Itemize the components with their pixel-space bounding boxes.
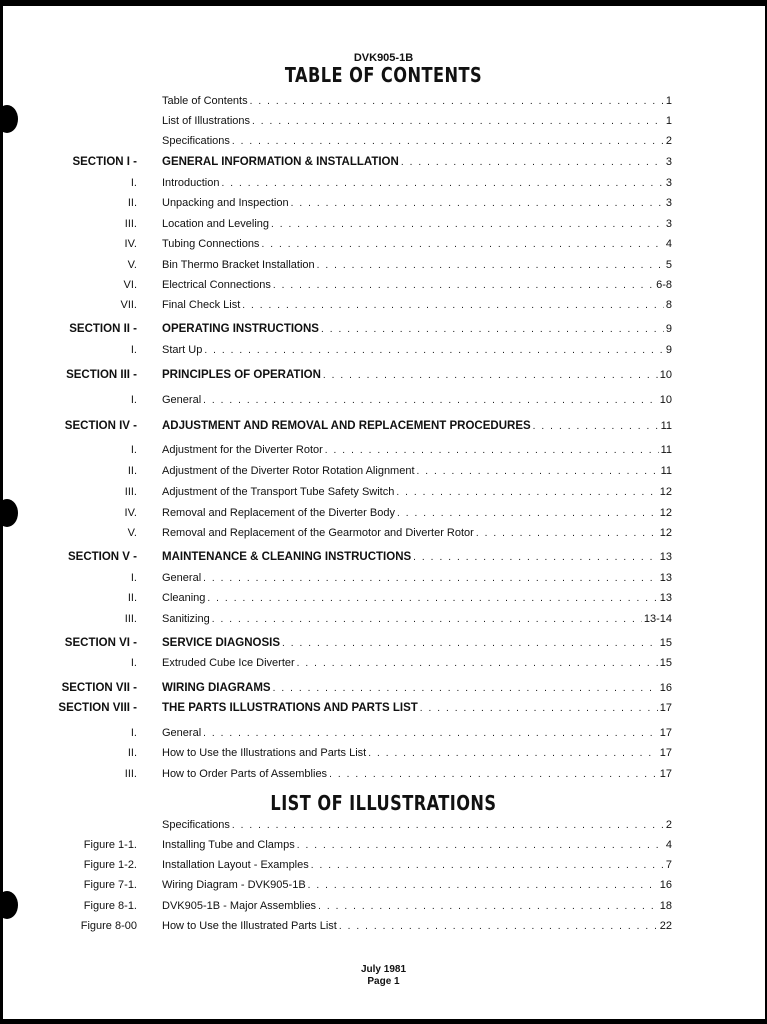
entry-number-label: Figure 8-1.	[83, 900, 137, 912]
entry-line	[162, 133, 672, 150]
dot-leader	[311, 858, 664, 874]
toc-entry-row	[0, 766, 767, 782]
page-number: 10	[659, 394, 672, 406]
entry-number-label: SECTION V -	[67, 551, 137, 563]
dot-leader	[261, 237, 663, 253]
entry-line	[162, 321, 672, 338]
dot-leader	[212, 612, 642, 628]
entry-number-label: Figure 1-1.	[83, 839, 137, 851]
dot-leader	[297, 656, 658, 672]
entry-title: General	[162, 394, 202, 406]
entry-number-label: I.	[130, 344, 137, 356]
page-number: 18	[659, 900, 672, 912]
entry-number-label: Figure 7-1.	[83, 879, 137, 891]
entry-number-label: I.	[130, 727, 137, 739]
entry-title: Removal and Replacement of the Diverter Body	[162, 507, 395, 519]
entry-line	[162, 725, 672, 742]
entry-line	[162, 463, 672, 480]
page-number: 17	[659, 702, 672, 714]
page-number: 13	[659, 592, 672, 604]
page-number: 13	[659, 572, 672, 584]
page-title: TABLE OF CONTENTS	[284, 63, 483, 87]
entry-number-label: SECTION IV -	[64, 420, 137, 432]
toc-entry-row	[0, 392, 767, 408]
dot-leader	[413, 550, 658, 566]
dot-leader	[323, 368, 658, 384]
entry-title: Installation Layout - Examples	[162, 859, 309, 871]
page-number: 11	[660, 444, 672, 456]
entry-title: How to Use the Illustrations and Parts List	[162, 747, 367, 759]
entry-title: List of Illustrations	[162, 115, 251, 127]
toc-entry-row	[0, 655, 767, 671]
page-number: 17	[659, 747, 672, 759]
entry-number-label: II.	[127, 465, 137, 477]
page-number: 13	[659, 551, 672, 563]
entry-number-label: VII.	[120, 299, 137, 311]
toc-entry-row	[0, 93, 767, 109]
entry-title: Introduction	[162, 177, 220, 189]
dot-leader	[242, 298, 664, 314]
toc-entry-row	[0, 195, 767, 211]
document-code: DVK905-1B	[353, 52, 414, 64]
entry-number-label: SECTION II -	[69, 323, 137, 335]
toc-entry-row	[0, 590, 767, 606]
dot-leader	[396, 485, 657, 501]
toc-entry-row	[0, 277, 767, 293]
entry-number-label: III.	[124, 486, 137, 498]
entry-number-label: I.	[130, 657, 137, 669]
page-number: 17	[659, 768, 672, 780]
illustration-entry-row	[0, 837, 767, 853]
page-number: 10	[659, 369, 672, 381]
page-number: 1	[665, 95, 672, 107]
page-number: 11	[660, 465, 672, 477]
entry-line	[162, 898, 672, 915]
entry-number-label: I.	[130, 394, 137, 406]
entry-title: Start Up	[162, 344, 203, 356]
entry-line	[162, 857, 672, 874]
toc-entry-row	[0, 463, 767, 479]
page-number: 22	[659, 920, 672, 932]
entry-title: Table of Contents	[162, 95, 248, 107]
entry-line	[162, 154, 672, 171]
section-heading-row	[0, 700, 767, 716]
footer-page: Page 1	[367, 976, 400, 987]
entry-number-label: SECTION III -	[66, 369, 137, 381]
toc-entry-row	[0, 216, 767, 232]
entry-line	[162, 700, 672, 717]
entry-title: Unpacking and Inspection	[162, 197, 289, 209]
page-number: 15	[659, 657, 672, 669]
dot-leader	[533, 419, 659, 435]
entry-line	[162, 817, 672, 834]
page-number: 6-8	[656, 279, 672, 291]
entry-title: Adjustment for the Diverter Rotor	[162, 444, 323, 456]
toc-entry-row	[0, 505, 767, 521]
dot-leader	[204, 343, 664, 359]
entry-line	[162, 195, 672, 212]
dot-leader	[317, 258, 664, 274]
dot-leader	[282, 636, 658, 652]
entry-number-label: IV.	[124, 238, 137, 250]
section-heading-row	[0, 680, 767, 696]
toc-entry-row	[0, 725, 767, 741]
entry-title: THE PARTS ILLUSTRATIONS AND PARTS LIST	[162, 702, 418, 714]
entry-number-label: SECTION I -	[72, 156, 137, 168]
page-number: 3	[665, 177, 672, 189]
section-heading-row	[0, 635, 767, 651]
entry-title: Cleaning	[162, 592, 206, 604]
dot-leader	[271, 217, 664, 233]
dot-leader	[401, 155, 664, 171]
entry-number-label: III.	[124, 613, 137, 625]
toc-entry-row	[0, 342, 767, 358]
dot-leader	[291, 196, 664, 212]
entry-title: Wiring Diagram - DVK905-1B	[162, 879, 306, 891]
toc-entry-row	[0, 236, 767, 252]
entry-title: General	[162, 727, 202, 739]
toc-entry-row	[0, 570, 767, 586]
entry-number-label: SECTION VII -	[61, 682, 137, 694]
entry-line	[162, 635, 672, 652]
entry-line	[162, 766, 672, 783]
entry-line	[162, 570, 672, 587]
dot-leader	[221, 176, 663, 192]
entry-line	[162, 877, 672, 894]
entry-title: Location and Leveling	[162, 218, 270, 230]
dot-leader	[232, 134, 664, 150]
entry-line	[162, 236, 672, 253]
toc-entry-row	[0, 297, 767, 313]
entry-title: GENERAL INFORMATION & INSTALLATION	[162, 156, 399, 168]
list-of-illustrations-title: LIST OF ILLUSTRATIONS	[270, 791, 497, 815]
entry-line	[162, 837, 672, 854]
entry-line	[162, 680, 672, 697]
entry-line	[162, 113, 672, 130]
page-number: 1	[665, 115, 672, 127]
page-number: 9	[665, 344, 672, 356]
entry-title: Extruded Cube Ice Diverter	[162, 657, 295, 669]
entry-title: Specifications	[162, 819, 230, 831]
entry-title: Final Check List	[162, 299, 241, 311]
entry-title: Adjustment of the Transport Tube Safety Switch	[162, 486, 395, 498]
toc-entry-row	[0, 611, 767, 627]
entry-line	[162, 442, 672, 459]
dot-leader	[273, 278, 654, 294]
page-number: 12	[659, 527, 672, 539]
entry-title: DVK905-1B - Major Assemblies	[162, 900, 317, 912]
entry-line	[162, 655, 672, 672]
page-number: 16	[659, 879, 672, 891]
entry-line	[162, 549, 672, 566]
page-number: 17	[659, 727, 672, 739]
entry-number-label: III.	[124, 768, 137, 780]
entry-number-label: Figure 1-2.	[83, 859, 137, 871]
footer-date: July 1981	[360, 964, 407, 975]
entry-line	[162, 297, 672, 314]
entry-title: MAINTENANCE & CLEANING INSTRUCTIONS	[162, 551, 412, 563]
entry-number-label: IV.	[124, 507, 137, 519]
entry-title: How to Order Parts of Assemblies	[162, 768, 328, 780]
page-number: 11	[660, 420, 672, 432]
dot-leader	[339, 919, 658, 935]
entry-number-label: II.	[127, 592, 137, 604]
page-number: 4	[665, 238, 672, 250]
entry-line	[162, 525, 672, 542]
dot-leader	[250, 94, 664, 110]
entry-line	[162, 93, 672, 110]
illustration-entry-row	[0, 817, 767, 833]
page-number: 3	[665, 197, 672, 209]
illustration-entry-row	[0, 877, 767, 893]
entry-title: Adjustment of the Diverter Rotor Rotation Alignment	[162, 465, 415, 477]
dot-leader	[203, 571, 658, 587]
dot-leader	[476, 526, 658, 542]
entry-line	[162, 745, 672, 762]
entry-number-label: III.	[124, 218, 137, 230]
toc-entry-row	[0, 442, 767, 458]
entry-number-label: SECTION VIII -	[58, 702, 137, 714]
illustration-entry-row	[0, 898, 767, 914]
toc-entry-row	[0, 133, 767, 149]
dot-leader	[417, 464, 659, 480]
entry-title: Bin Thermo Bracket Installation	[162, 259, 315, 271]
page-number: 12	[659, 507, 672, 519]
entry-title: OPERATING INSTRUCTIONS	[162, 323, 319, 335]
page-number: 8	[665, 299, 672, 311]
entry-line	[162, 216, 672, 233]
entry-line	[162, 257, 672, 274]
dot-leader	[318, 899, 658, 915]
dot-leader	[232, 818, 664, 834]
dot-leader	[207, 591, 657, 607]
toc-entry-row	[0, 175, 767, 191]
entry-line	[162, 505, 672, 522]
page-number: 9	[665, 323, 672, 335]
dot-leader	[203, 726, 658, 742]
page-number: 7	[665, 859, 672, 871]
dot-leader	[325, 443, 659, 459]
section-heading-row	[0, 367, 767, 383]
toc-entry-row	[0, 525, 767, 541]
section-heading-row	[0, 154, 767, 170]
dot-leader	[297, 838, 664, 854]
entry-number-label: VI.	[123, 279, 137, 291]
page-number: 5	[665, 259, 672, 271]
toc-entry-row	[0, 745, 767, 761]
entry-number-label: II.	[127, 747, 137, 759]
entry-title: Sanitizing	[162, 613, 210, 625]
page-number: 2	[665, 819, 672, 831]
dot-leader	[420, 701, 658, 717]
page-number: 13-14	[643, 613, 672, 625]
entry-number-label: II.	[127, 197, 137, 209]
entry-number-label: V.	[127, 527, 137, 539]
entry-title: Specifications	[162, 135, 230, 147]
illustration-entry-row	[0, 857, 767, 873]
dot-leader	[203, 393, 658, 409]
toc-entry-row	[0, 257, 767, 273]
entry-line	[162, 392, 672, 409]
entry-title: ADJUSTMENT AND REMOVAL AND REPLACEMENT PROCEDURES	[162, 420, 531, 432]
entry-number-label: Figure 8-00	[80, 920, 137, 932]
page-number: 3	[665, 218, 672, 230]
entry-title: How to Use the Illustrated Parts List	[162, 920, 337, 932]
entry-title: Installing Tube and Clamps	[162, 839, 295, 851]
entry-line	[162, 277, 672, 294]
dot-leader	[273, 681, 658, 697]
page-number: 16	[659, 682, 672, 694]
entry-number-label: I.	[130, 444, 137, 456]
illustration-entry-row	[0, 918, 767, 934]
dot-leader	[252, 114, 664, 130]
entry-line	[162, 918, 672, 935]
dot-leader	[321, 322, 664, 338]
page-number: 2	[665, 135, 672, 147]
entry-line	[162, 611, 672, 628]
page-number: 4	[665, 839, 672, 851]
entry-line	[162, 175, 672, 192]
entry-line	[162, 342, 672, 359]
entry-number-label: I.	[130, 177, 137, 189]
entry-line	[162, 484, 672, 501]
dot-leader	[397, 506, 658, 522]
entry-line	[162, 367, 672, 384]
toc-entry-row	[0, 484, 767, 500]
section-heading-row	[0, 321, 767, 337]
dot-leader	[329, 767, 658, 783]
dot-leader	[368, 746, 658, 762]
entry-number-label: SECTION VI -	[64, 637, 137, 649]
entry-number-label: I.	[130, 572, 137, 584]
entry-line	[162, 590, 672, 607]
entry-title: General	[162, 572, 202, 584]
entry-title: Tubing Connections	[162, 238, 260, 250]
section-heading-row	[0, 549, 767, 565]
entry-title: Removal and Replacement of the Gearmotor and Diverter Rotor	[162, 527, 474, 539]
page-number: 3	[665, 156, 672, 168]
page-number: 15	[659, 637, 672, 649]
entry-number-label: V.	[127, 259, 137, 271]
toc-entry-row	[0, 113, 767, 129]
section-heading-row	[0, 418, 767, 434]
entry-title: Electrical Connections	[162, 279, 271, 291]
entry-title: WIRING DIAGRAMS	[162, 682, 271, 694]
entry-line	[162, 418, 672, 435]
page-number: 12	[659, 486, 672, 498]
entry-title: PRINCIPLES OF OPERATION	[162, 369, 321, 381]
entry-title: SERVICE DIAGNOSIS	[162, 637, 281, 649]
dot-leader	[308, 878, 658, 894]
